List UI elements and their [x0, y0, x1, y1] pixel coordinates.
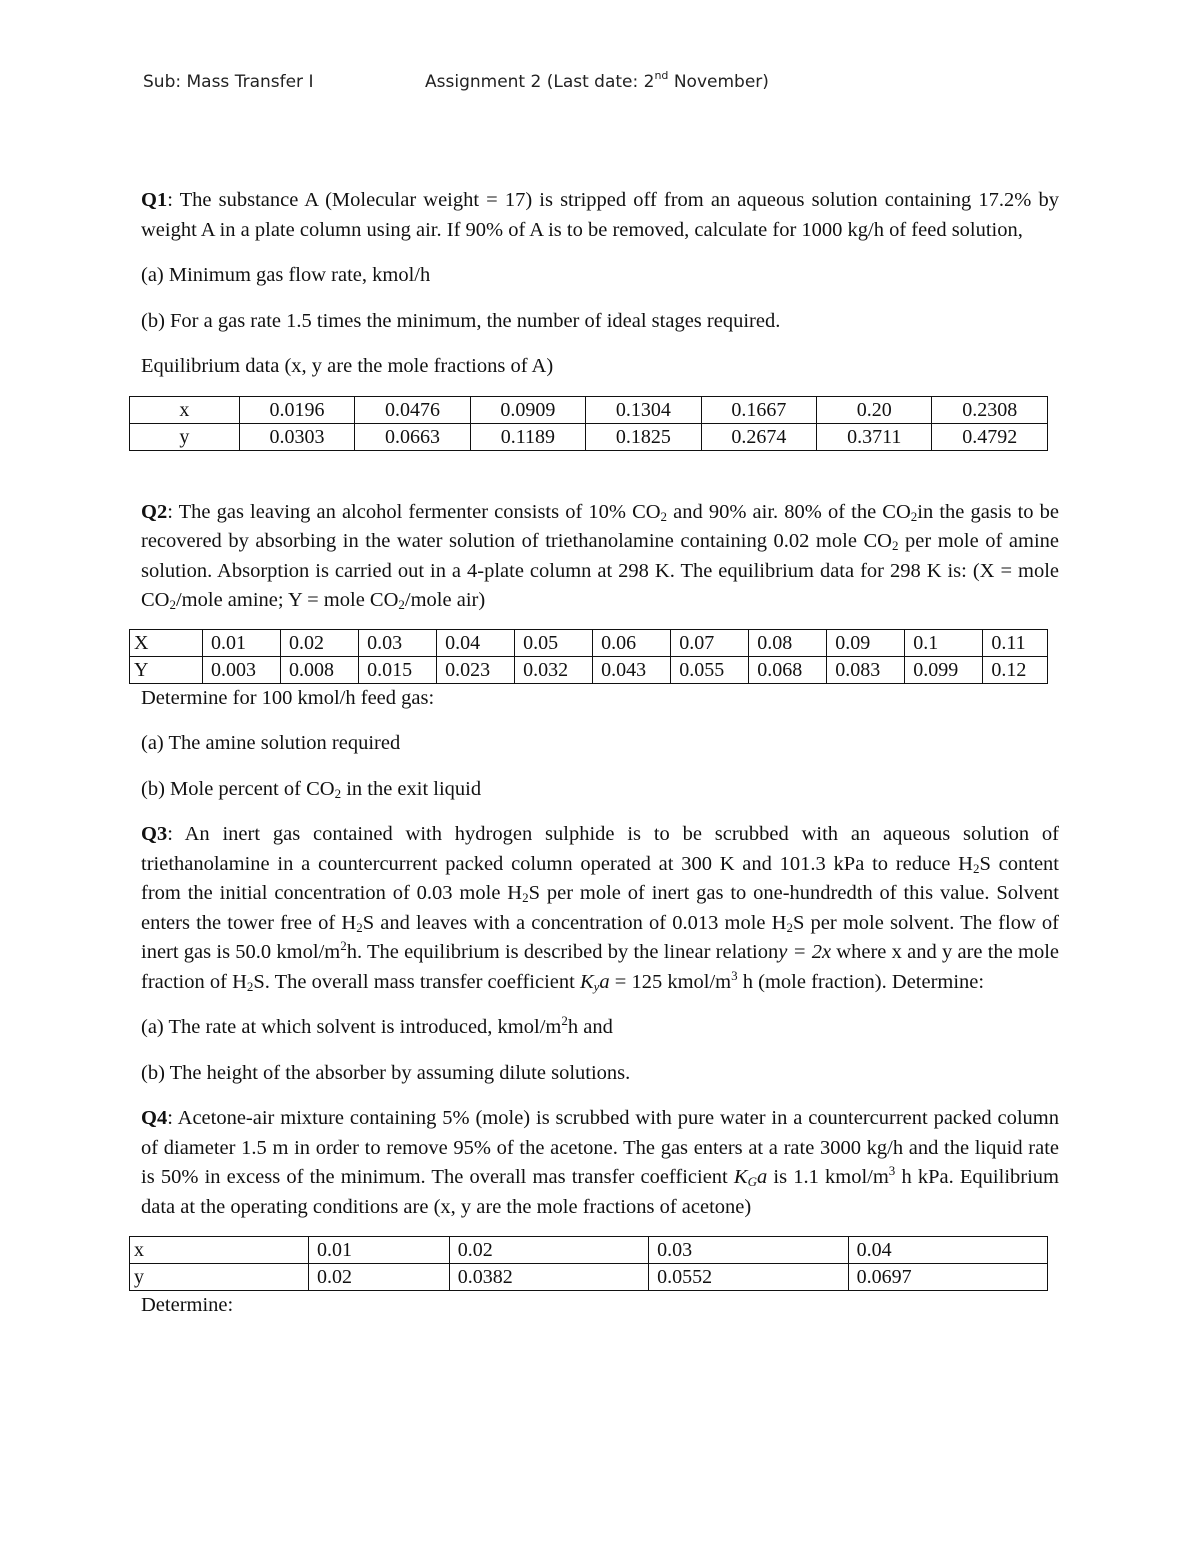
row-header-x: x: [130, 1237, 309, 1264]
q1-equilibrium-table: [129, 396, 1048, 451]
table-cell: 0.023: [437, 656, 515, 683]
table-cell: 0.083: [827, 656, 905, 683]
q1-part-a: (a) Minimum gas flow rate, kmol/h: [141, 264, 431, 286]
row-header-x: x: [130, 396, 240, 423]
table-cell: 0.0196: [239, 396, 354, 423]
row-header-x: X: [130, 629, 203, 656]
table-cell: 0.01: [309, 1237, 450, 1264]
table-cell: 0.015: [359, 656, 437, 683]
table-cell: 0.1189: [470, 423, 585, 450]
table-cell: 0.068: [749, 656, 827, 683]
q2-part-b: (b) Mole percent of $CO_2$ in the exit liquid: [141, 777, 482, 801]
table-row: [130, 629, 1048, 656]
q3-part-b: (b) The height of the absorber by assuming dilute solutions.: [141, 1061, 631, 1084]
table-cell: 0.02: [449, 1237, 648, 1264]
table-row: [130, 1264, 1048, 1291]
table-cell: 0.1: [905, 629, 983, 656]
table-cell: 0.01: [203, 629, 281, 656]
table-cell: 0.043: [593, 656, 671, 683]
q1-statement: Q1: The substance A (Molecular weight = 17) is stripped off from an aqueous solution containing 17.2% by weight A in a plate column using air. If 90% of A is to be removed, calculate for 1000 kg/h of feed solution,: [141, 189, 1059, 241]
q3-part-a: (a) The rate at which solvent is introduced, kmol/$m^2h$ and: [141, 1013, 613, 1038]
table-cell: 0.0663: [355, 423, 470, 450]
table-cell: 0.099: [905, 656, 983, 683]
table-cell: 0.4792: [932, 423, 1048, 450]
table-cell: 0.02: [281, 629, 359, 656]
row-header-y: y: [130, 423, 240, 450]
q4-equilibrium-table: [129, 1236, 1048, 1291]
table-cell: 0.3711: [817, 423, 932, 450]
table-cell: 0.003: [203, 656, 281, 683]
table-cell: 0.02: [309, 1264, 450, 1291]
table-cell: 0.20: [817, 396, 932, 423]
table-cell: 0.008: [281, 656, 359, 683]
table-cell: 0.05: [515, 629, 593, 656]
table-cell: 0.0303: [239, 423, 354, 450]
table-cell: 0.07: [671, 629, 749, 656]
row-header-y: Y: [130, 656, 203, 683]
table-cell: 0.11: [983, 629, 1048, 656]
table-cell: 0.03: [359, 629, 437, 656]
table-cell: 0.0476: [355, 396, 470, 423]
table-cell: 0.04: [437, 629, 515, 656]
table-row: [130, 423, 1048, 450]
q2-label: Q2: [141, 500, 168, 523]
row-header-y: y: [130, 1264, 309, 1291]
table-row: [130, 396, 1048, 423]
table-cell: 0.08: [749, 629, 827, 656]
table-cell: 0.1825: [586, 423, 701, 450]
q1-equilibrium-caption: Equilibrium data (x, y are the mole fractions of A): [141, 355, 554, 377]
table-cell: 0.055: [671, 656, 749, 683]
table-cell: 0.2308: [932, 396, 1048, 423]
table-cell: 0.09: [827, 629, 905, 656]
table-cell: 0.0697: [848, 1264, 1047, 1291]
table-cell: 0.04: [848, 1237, 1047, 1264]
q2-determine: Determine for 100 kmol/h feed gas:: [141, 686, 435, 709]
table-row: [130, 1237, 1048, 1264]
table-row: [130, 656, 1048, 683]
table-cell: 0.06: [593, 629, 671, 656]
q4-statement: Q4: Acetone-air mixture containing 5% (mole) is scrubbed with pure water in a countercurrent packed column of diameter 1.5 m in order to remove 95% of the acetone. The gas enters at a rate 3000 kg/h and the liquid rate is 50% in excess of the minimum. The overall mas transfer coefficient $K_Ga$ is 1.1 kmol/$m^3$ h kPa. Equilibrium data at the operating conditions are (x, y are the mole fractions of acetone): [141, 1107, 1059, 1218]
table-cell: 0.2674: [701, 423, 816, 450]
header-subject: Sub: Mass Transfer I: [143, 72, 314, 92]
q2-equilibrium-table: [129, 629, 1048, 684]
table-cell: 0.1304: [586, 396, 701, 423]
q4-label: Q4: [141, 1107, 168, 1129]
table-cell: 0.12: [983, 656, 1048, 683]
q2-part-a: (a) The amine solution required: [141, 732, 401, 754]
table-cell: 0.032: [515, 656, 593, 683]
table-cell: 0.0909: [470, 396, 585, 423]
q2-statement: Q2: The gas leaving an alcohol fermenter consists of 10% $CO_2$ and 90% air. 80% of the $CO_2in$ the gasis to be recovered by absorbing in the water solution of triethanolamine containing 0.02 mole $CO_2$ per mole of amine solution. Absorption is carried out in a 4-plate column at 298 K. The equilibrium data for 298 K is: (X = mole $CO_2$/mole amine; Y = mole $CO_2$/mole air): [141, 500, 1059, 612]
table-cell: 0.03: [649, 1237, 848, 1264]
q4-determine: Determine:: [141, 1294, 234, 1316]
document-body: [134, 186, 1060, 1321]
q3-label: Q3: [141, 823, 168, 845]
q1-label: Q1: [141, 189, 168, 211]
table-cell: 0.0382: [449, 1264, 648, 1291]
header-assignment: Assignment 2 (Last date: 2nd November): [425, 69, 769, 92]
table-cell: 0.0552: [649, 1264, 848, 1291]
q1-part-b: (b) For a gas rate 1.5 times the minimum, the number of ideal stages required.: [141, 309, 781, 332]
q3-statement: Q3: An inert gas contained with hydrogen sulphide is to be scrubbed with an aqueous solution of triethanolamine in a countercurrent packed column operated at 300 K and 101.3 kPa to reduce $H_2S$ content from the initial concentration of 0.03 mole $H_2S$ per mole of inert gas to one-hundredth of this value. Solvent enters the tower free of $H_2S$ and leaves with a concentration of 0.013 mole $H_2S$ per mole solvent. The flow of inert gas is 50.0 kmol/$m^2h$. The equilibrium is described by the linear relationy = 2x where x and y are the mole fraction of $H_2S$. The overall mass transfer coefficient $K_ya = 125$ kmol/$m^3$ h (mole fraction). Determine:: [141, 823, 1060, 994]
table-cell: 0.1667: [701, 396, 816, 423]
